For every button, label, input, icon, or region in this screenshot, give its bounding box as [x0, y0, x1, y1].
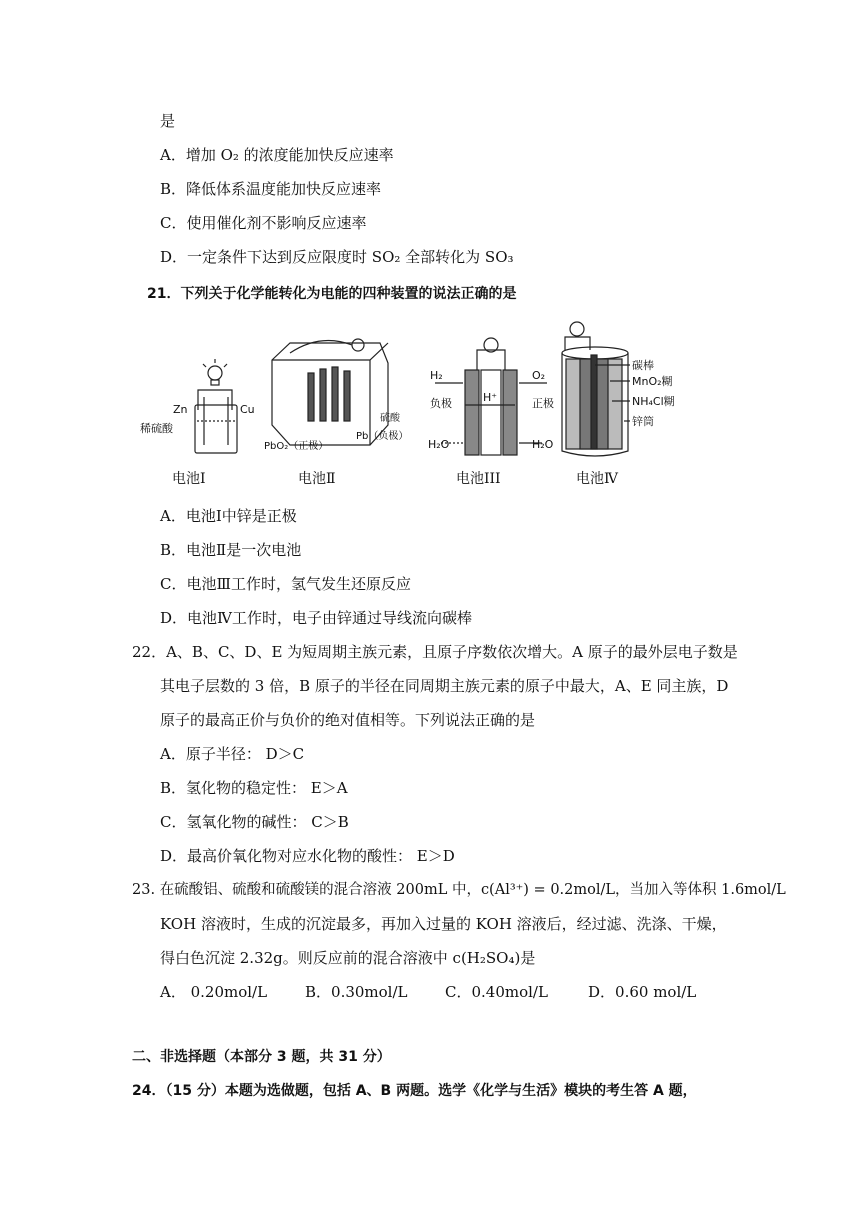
q22-stem-line1: 22．A、B、C、D、E 为短周期主族元素，且原子序数依次增大。A 原子的最外层电子数是	[132, 643, 738, 661]
cell-4-caption: 电池Ⅳ	[576, 471, 618, 487]
cell-3-h2o-right-label: H₂O	[532, 438, 554, 451]
q22-stem-line2: 其电子层数的 3 倍，B 原子的半径在同周期主族元素的原子中最大，A、E 同主族，D	[160, 677, 729, 695]
cell-4-mno2-label: MnO₂糊	[632, 375, 673, 388]
cell-2-caption: 电池Ⅱ	[298, 471, 336, 487]
section-2-heading: 二、非选择题（本部分 3 题，共 31 分）	[132, 1049, 391, 1065]
cell-1-acid-label: 稀硫酸	[140, 422, 173, 435]
q23-stem-line2: KOH 溶液时，生成的沉淀最多，再加入过量的 KOH 溶液后，经过滤、洗涤、干燥，	[160, 915, 727, 933]
q21-stem: 21．下列关于化学能转化为电能的四种装置的说法正确的是	[147, 286, 517, 302]
cell-4-nh4cl-label: NH₄Cl糊	[632, 395, 675, 408]
cell-1-cu-label: Cu	[240, 403, 255, 416]
q22-option-b: B．氢化物的稳定性： E＞A	[160, 779, 348, 797]
cell-4-zn-label: 锌筒	[632, 415, 654, 428]
q23-stem-line1: 23. 在硫酸铝、硫酸和硫酸镁的混合溶液 200mL 中，c(Al³⁺) = 0.2mol/L，当加入等体积 1.6mol/L	[132, 882, 786, 898]
q21-option-b: B．电池Ⅱ是一次电池	[160, 541, 302, 559]
q21-option-a: A．电池Ⅰ中锌是正极	[160, 507, 297, 525]
q22-option-a: A．原子半径： D＞C	[160, 745, 305, 763]
cell-1-diagram	[195, 359, 237, 453]
q23-option-d: D．0.60 mol/L	[588, 983, 697, 1001]
battery-figure	[140, 315, 700, 465]
cell-1-zn-label: Zn	[173, 403, 188, 416]
cell-3-h2-label: H₂	[430, 369, 443, 382]
q20-option-b: B．降低体系温度能加快反应速率	[160, 180, 382, 198]
q24-stem: 24．（15 分）本题为选做题，包括 A、B 两题。选学《化学与生活》模块的考生答 A 题，	[132, 1083, 697, 1099]
cell-2-pbo2-label: PbO₂（正极）	[264, 441, 329, 452]
q20-option-c: C．使用催化剂不影响反应速率	[160, 214, 367, 232]
q22-option-c: C．氢氧化物的碱性： C＞B	[160, 813, 349, 831]
q22-option-d: D．最高价氧化物对应水化物的酸性： E＞D	[160, 847, 455, 865]
cell-3-negative-label: 负极	[430, 397, 452, 410]
q23-option-c: C．0.40mol/L	[445, 983, 548, 1001]
q20-stem-tail: 是	[160, 112, 176, 130]
cell-3-hplus-label: H⁺	[483, 391, 498, 404]
cell-1-caption: 电池Ⅰ	[172, 471, 206, 487]
cell-2-pb-label: Pb（负极）	[356, 431, 409, 442]
q20-option-a: A．增加 O₂ 的浓度能加快反应速率	[160, 146, 394, 164]
q23-stem-line3: 得白色沉淀 2.32g。则反应前的混合溶液中 c(H₂SO₄)是	[160, 949, 536, 967]
q21-option-d: D．电池Ⅳ工作时，电子由锌通过导线流向碳棒	[160, 609, 473, 627]
cell-4-rod-label: 碳棒	[632, 359, 654, 372]
cell-2-acid-label: 硫酸	[380, 413, 400, 424]
q22-stem-line3: 原子的最高正价与负价的绝对值相等。下列说法正确的是	[160, 711, 536, 729]
cell-3-caption: 电池III	[456, 471, 501, 487]
q23-option-b: B．0.30mol/L	[305, 983, 408, 1001]
q23-option-a: A． 0.20mol/L	[160, 983, 268, 1001]
cell-3-positive-label: 正极	[532, 397, 554, 410]
q21-option-c: C．电池Ⅲ工作时，氢气发生还原反应	[160, 575, 411, 593]
cell-4-diagram	[562, 322, 630, 456]
cell-2-diagram	[272, 339, 388, 445]
cell-3-h2o-left-label: H₂O	[428, 438, 450, 451]
cell-3-o2-label: O₂	[532, 369, 546, 382]
q20-option-d: D．一定条件下达到反应限度时 SO₂ 全部转化为 SO₃	[160, 248, 514, 266]
